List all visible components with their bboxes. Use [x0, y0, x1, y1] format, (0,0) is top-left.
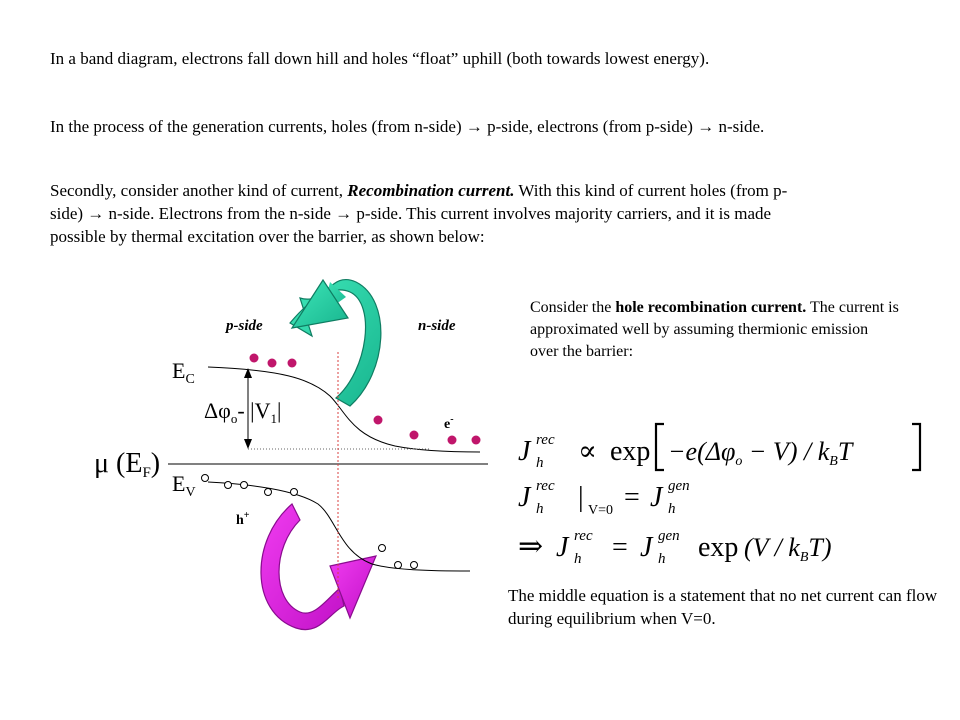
hole-flow-arrow — [261, 504, 344, 630]
equation-1 — [518, 424, 920, 471]
eq1-proportional: ∝ — [578, 436, 597, 467]
hole-label: h+ — [236, 510, 250, 528]
eq2-sup: rec — [536, 478, 555, 494]
eq3-sub2: h — [658, 551, 666, 567]
hole-dot — [202, 475, 209, 482]
n-side-label: n-side — [418, 318, 456, 334]
paragraph-band-diagram — [50, 47, 810, 70]
paragraph-3-text-b: With this kind of current holes (from p-side) — [50, 181, 788, 223]
hole-dot — [265, 489, 272, 496]
paragraph-2-text-c: n-side. — [714, 117, 765, 136]
p-side-label: p-side — [226, 318, 263, 334]
eq2-J2: J — [650, 482, 663, 513]
paragraph-recombination-current — [50, 179, 810, 248]
paragraph-1-text: In a band diagram, electrons fall down hill and holes “float” uphill (both towards lowest energy). — [50, 49, 710, 68]
arrow-symbol: → — [87, 204, 105, 223]
fermi-level-label: μ (EF) — [94, 448, 161, 481]
hole-dots — [202, 475, 418, 569]
hole-dot — [225, 482, 232, 489]
paragraph-2-text-b: p-side, electrons (from p-side) — [482, 117, 698, 136]
eq3-sup2: gen — [658, 528, 680, 544]
paragraph-2-text-a: In the process of the generation currents, holes (from n-side) — [50, 117, 466, 136]
electron-dots — [250, 354, 481, 445]
electron-flow-arrow — [290, 280, 381, 406]
barrier-arrow-head-down — [244, 439, 252, 449]
hole-dot — [379, 545, 386, 552]
eq3-exp: exp — [698, 532, 739, 563]
side-note-text-b: The current is approximated well by assuming thermionic emission over the barrier: — [530, 299, 899, 360]
eq2-condition: V=0 — [588, 503, 614, 518]
eq3-body: (V / kBT) — [744, 533, 832, 565]
eq1-body: −e(Δφo − V) / kBT — [668, 437, 853, 469]
electron-dot — [288, 359, 297, 368]
barrier-arrow-head-up — [244, 368, 252, 378]
side-note-text-a: Consider the — [530, 299, 616, 316]
hole-dot — [395, 562, 402, 569]
electron-dot — [374, 416, 383, 425]
eq1-left-bracket — [656, 424, 664, 470]
equation-3 — [518, 528, 832, 567]
arrow-symbol: → — [465, 117, 483, 136]
arrow-symbol: → — [697, 117, 715, 136]
eq1-exp: exp — [610, 436, 651, 467]
hole-arrow-head — [330, 556, 376, 618]
eq3-sub: h — [574, 551, 582, 567]
eq2-sub: h — [536, 501, 544, 517]
eq1-right-bracket — [912, 424, 920, 470]
recombination-current-term: Recombination current. — [347, 181, 515, 200]
hole-dot — [291, 489, 298, 496]
equation-2 — [518, 478, 690, 518]
hole-dot — [411, 562, 418, 569]
electron-dot — [250, 354, 259, 363]
eq3-J: J — [556, 532, 569, 563]
paragraph-3-text-a: Secondly, consider another kind of current, — [50, 181, 348, 200]
eq1-sub: h — [536, 455, 544, 471]
ev-label: $E_V$ — [172, 471, 196, 500]
eq1-J: J — [518, 436, 531, 467]
eq2-sup2: gen — [668, 478, 690, 494]
electron-arrow-head — [292, 280, 348, 328]
arrow-symbol: → — [335, 204, 353, 223]
electron-dot — [268, 359, 277, 368]
equilibrium-note-text: The middle equation is a statement that no net current can flow during equilibrium when V=0. — [508, 586, 938, 628]
valence-band-edge — [208, 482, 470, 571]
hole-recombination-term: hole recombination current. — [615, 299, 807, 316]
side-note — [530, 297, 900, 363]
paragraph-generation-currents — [50, 115, 810, 138]
eq3-implies: ⇒ — [518, 530, 544, 563]
eq2-bar: | — [578, 482, 584, 513]
eq3-sup: rec — [574, 528, 593, 544]
electron-label: e- — [444, 414, 454, 432]
electron-dot — [448, 436, 457, 445]
eq2-J: J — [518, 482, 531, 513]
eq2-equals: = — [624, 482, 640, 513]
eq2-sub2: h — [668, 501, 676, 517]
eq1-sup: rec — [536, 432, 555, 448]
hole-dot — [241, 482, 248, 489]
conduction-band-edge — [208, 367, 480, 452]
electron-dot — [410, 431, 419, 440]
barrier-label: $\Delta\varphi_o-$ $|V_1|$ — [204, 398, 282, 426]
eq3-J2: J — [640, 532, 653, 563]
electron-arrow-fill — [322, 282, 346, 314]
equilibrium-note — [508, 584, 938, 630]
paragraph-3-text-d: p-side. This current involves majority carriers, and it is made possible by thermal excitation over the barrier, as shown below: — [50, 204, 772, 246]
eq3-equals: = — [612, 532, 628, 563]
ec-label: $E_C$ — [172, 358, 195, 387]
paragraph-3-text-c: n-side. Electrons from the n-side — [104, 204, 336, 223]
electron-dot — [472, 436, 481, 445]
